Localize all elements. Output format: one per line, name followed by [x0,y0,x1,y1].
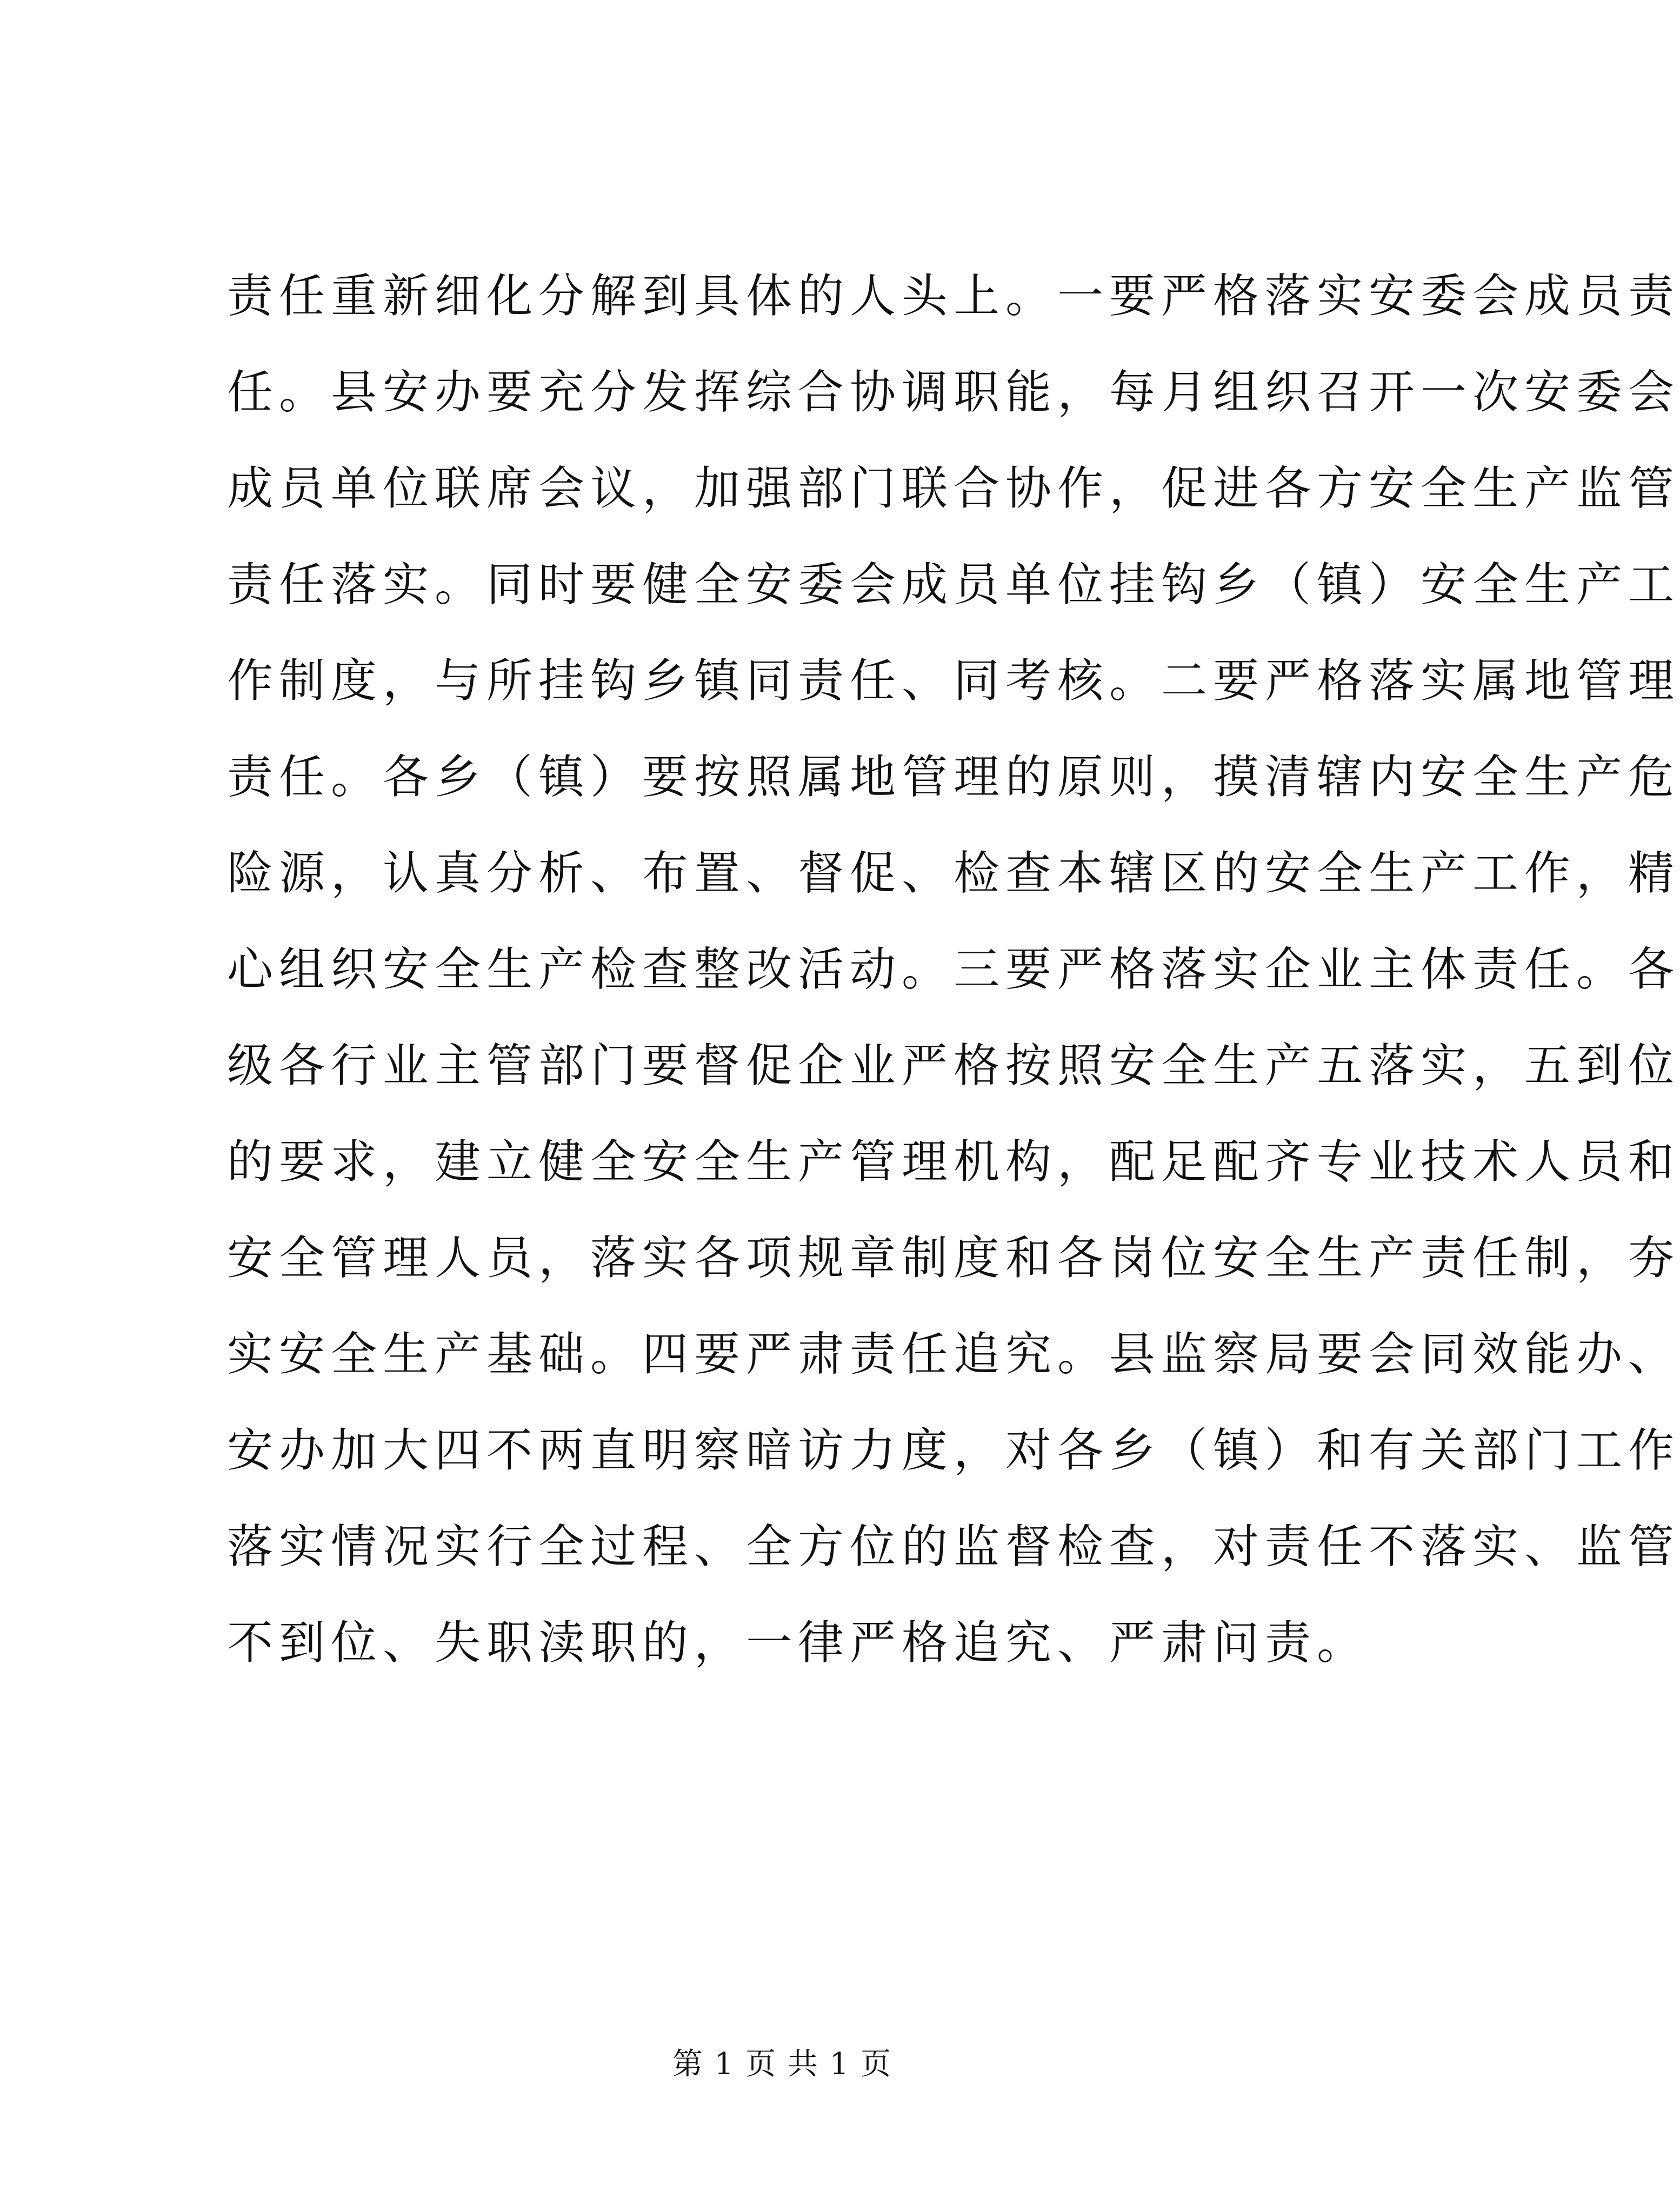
page-number-footer: 第 1 页 共 1 页 [672,2047,892,2082]
text-line: 责任重新细化分解到具体的人头上。一要严格落实安委会成员责 [227,270,1680,323]
text-line: 落实情况实行全过程、全方位的监督检查，对责任不落实、监管 [227,1520,1680,1574]
text-line: 险源，认真分析、布置、督促、检查本辖区的安全生产工作，精 [227,847,1680,900]
text-line: 安全管理人员，落实各项规章制度和各岗位安全生产责任制，夯 [227,1232,1680,1285]
text-line: 不到位、失职渎职的，一律严格追究、严肃问责。 [227,1616,1369,1670]
text-line: 实安全生产基础。四要严肃责任追究。县监察局要会同效能办、 [227,1328,1680,1381]
text-line: 的要求，建立健全安全生产管理机构，配足配齐专业技术人员和 [227,1135,1680,1189]
text-line: 任。县安办要充分发挥综合协调职能，每月组织召开一次安委会 [227,366,1680,419]
body-paragraph [227,249,1680,1692]
text-line: 成员单位联席会议，加强部门联合协作，促进各方安全生产监管 [227,462,1680,516]
text-line: 责任。各乡（镇）要按照属地管理的原则，摸清辖内安全生产危 [227,751,1680,804]
text-line: 心组织安全生产检查整改活动。三要严格落实企业主体责任。各 [227,943,1680,997]
text-line: 级各行业主管部门要督促企业严格按照安全生产五落实，五到位 [227,1039,1680,1093]
text-line: 责任落实。同时要健全安委会成员单位挂钩乡（镇）安全生产工 [227,558,1680,612]
text-line: 安办加大四不两直明察暗访力度，对各乡（镇）和有关部门工作 [227,1424,1680,1478]
text-line: 作制度，与所挂钩乡镇同责任、同考核。二要严格落实属地管理 [227,654,1680,708]
